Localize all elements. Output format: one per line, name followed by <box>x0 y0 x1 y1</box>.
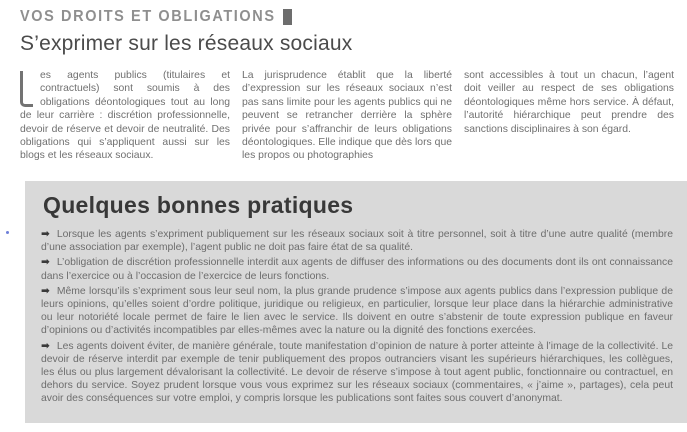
intro-column-2-text: La jurisprudence établit que la liberté d’expression sur les réseaux sociaux n’est pas sans limite pour les agents publics qui ne peuvent se retrancher derrière la sphère privée pour s’affranchir de leurs obligations déontologiques. Elle indique que dès lors que les propos ou photographies <box>242 70 452 162</box>
intro-columns <box>0 56 687 168</box>
article-header <box>0 0 687 56</box>
practice-item <box>41 256 673 282</box>
good-practices-title: Quelques bonnes pratiques <box>43 192 354 218</box>
intro-column-1 <box>20 69 230 168</box>
practice-item <box>41 340 673 406</box>
practice-item-text: Même lorsqu’ils s’expriment sous leur seul nom, la plus grande prudence s’impose aux agents publics dans l’expression publique de leurs opinions, qu’elles soient d’ordre politique, juridique ou religieux, en particulier, lorsque leur place dans la hiérarchie administrative ou leur notoriété locale permet de faire le lien avec le service. Ils doivent en outre s’abstenir de toute expression publique en faveur d’opinions ou d’activités incompatibles par elles-mêmes avec la nature ou la dignité des fonctions exercées. <box>41 285 673 337</box>
arrow-right-icon: ➡ <box>41 256 50 269</box>
arrow-right-icon: ➡ <box>41 284 50 297</box>
arrow-right-icon: ➡ <box>41 339 50 352</box>
section-eyebrow: VOS DROITS ET OBLIGATIONS <box>20 8 276 26</box>
intro-column-3-text: sont accessibles à tout un chacun, l’agent doit veiller au respect de ses obligations déontologiques même hors service. À défaut, l’autorité hiérarchique peut prendre des sanctions disciplinaires à son égard. <box>464 70 674 135</box>
arrow-right-icon: ➡ <box>41 228 50 240</box>
practice-item <box>41 228 673 254</box>
good-practices-box <box>25 181 687 423</box>
practice-item-text: Les agents doivent éviter, de manière générale, toute manifestation d’opinion de nature à porter atteinte à l’image de la collectivité. Le devoir de réserve interdit par exemple de tenir publiquement des propos outranciers visant les supérieurs hiérarchiques, les collègues, les élus ou plus largement dévalorisant la collectivité. Le devoir de réserve s’impose à tout agent public, fonctionnaire ou contractuel, en dehors du service. Soyez prudent lorsque vous vous exprimez sur les réseaux sociaux (commentaires, « j’aime », partages), cela peut avoir des conséquences sur votre emploi, y compris lorsque les publications sont faites sous couvert d’anonymat. <box>41 340 673 405</box>
practice-item-text: Lorsque les agents s’expriment publiquement sur les réseaux sociaux soit à titre personnel, soit à titre d’une autre qualité (membre d’une association par exemple), l’agent public ne doit pas faire état de sa qualité. <box>41 229 673 254</box>
stray-ink-dot <box>6 231 9 234</box>
article-title: S’exprimer sur les réseaux sociaux <box>20 32 353 55</box>
intro-column-2 <box>242 69 452 168</box>
section-heading-row <box>20 9 675 25</box>
intro-column-3 <box>464 69 674 168</box>
intro-column-1-text: es agents publics (titulaires et contractuels) sont soumis à des obligations déontologiques tout au long de leur carrière : discrétion professionnelle, devoir de réserve et devoir de neutralité. Des obligations qui s’appliquent aussi sur les blogs et les réseaux sociaux. <box>20 70 230 162</box>
practice-item <box>41 285 673 338</box>
practice-item-text: L’obligation de discrétion professionnelle interdit aux agents de diffuser des informations ou des documents dont ils ont connaissance dans l’exercice ou à l’occasion de l’exercice de leurs fonctions. <box>41 257 673 282</box>
section-block-icon <box>283 9 292 25</box>
drop-cap-l <box>20 71 33 107</box>
